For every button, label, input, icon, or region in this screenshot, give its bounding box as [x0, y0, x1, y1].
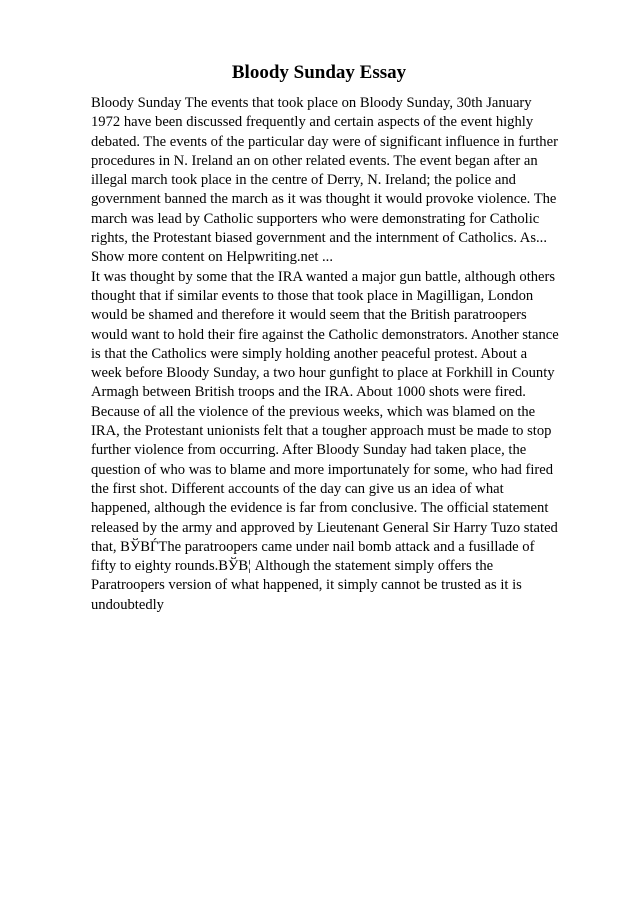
paragraph-main: It was thought by some that the IRA wanted a major gun battle, although others thought that if similar events to those that took place in Magilligan, London would be shamed and therefore it would seem that the British paratroopers would want to hold their fire against the Catholic demonstrators. Another stance is that the Catholics were simply holding another peaceful protest. About a week before Bloody Sunday, a two hour gunfight to place at Forkhill in County Armagh between British troops and the IRA. About 1000 shots were fired. Because of all the violence of the previous weeks, which was blamed on the IRA, the Protestant unionists felt that a tougher approach must be made to stop further violence from occurring. After Bloody Sunday had taken place, the question of who was to blame and more importunately for some, who had fired the first shot. Different accounts of the day can give us an idea of what happened, although the evidence is far from conclusive. The official statement released by the army and approved by Lieutenant General Sir Harry Tuzo stated that, BЎВЃThe paratroopers came under nail bomb attack and a fusillade of fifty to eighty rounds.BЎВ¦ Although the statement simply offers the Paratroopers version of what happened, it simply cannot be trusted as it is undoubtedly [91, 268, 559, 613]
paragraph-intro: Bloody Sunday The events that took place on Bloody Sunday, 30th January 1972 have been discussed frequently and certain aspects of the event highly debated. The events of the particular day were of significant influence in further procedures in N. Ireland an on other related events. The event began after an illegal march took place in the centre of Derry, N. Ireland; the police and government banned the march as it was thought it would provoke violence. The march was lead by Catholic supporters who were demonstrating for Catholic rights, the Protestant biased government and the internment of Catholics. As... Show more content on Helpwriting.net ... [91, 95, 558, 266]
document-title: Bloody Sunday Essay [231, 62, 407, 83]
document-body [91, 94, 561, 615]
